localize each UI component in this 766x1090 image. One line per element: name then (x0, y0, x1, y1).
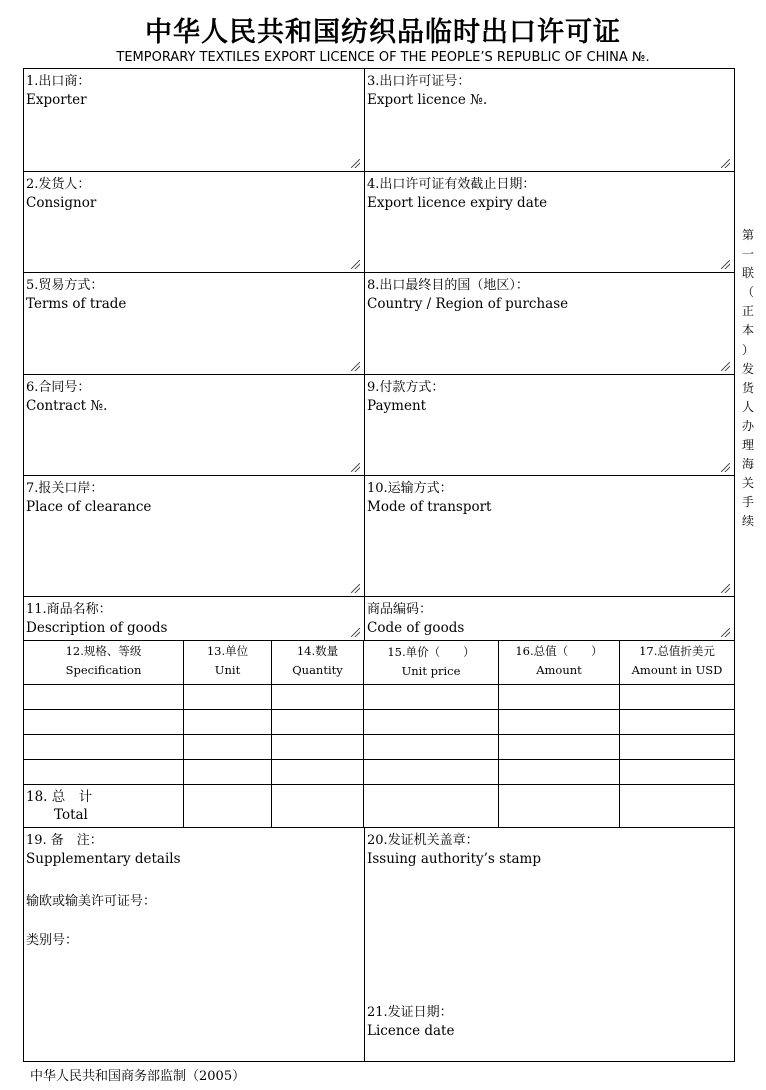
transport-label-en: Mode of transport (367, 499, 492, 515)
payment-label-cn: 9.付款方式： (367, 380, 445, 395)
exporter-label-cn: 1.出口商： (26, 74, 91, 89)
amount-usd-header: 17.总值折美元 Amount in USD (631, 644, 723, 677)
resize-grip-icon[interactable] (351, 159, 360, 168)
unit-price-header: 15.单价（ ） Unit price (387, 645, 475, 678)
eu-us-licence-label: 输欧或输美许可证号： (26, 894, 157, 909)
remarks-label-cn: 19. 备 注： (26, 833, 103, 848)
licence-date-label-cn: 21.发证日期： (367, 1005, 453, 1020)
stamp-label-cn: 20.发证机关盖章： (367, 833, 479, 848)
country-label-en: Country / Region of purchase (367, 296, 569, 312)
resize-grip-icon[interactable] (721, 584, 730, 593)
licence-number-field[interactable] (364, 69, 734, 171)
contract-label-cn: 6.合同号： (26, 380, 91, 395)
expiry-date-field[interactable] (364, 171, 734, 272)
spec-header: 12.规格、等级 Specification (65, 644, 142, 677)
transport-label-cn: 10.运输方式： (367, 481, 453, 496)
resize-grip-icon[interactable] (721, 159, 730, 168)
consignor-label-en: Consignor (26, 195, 97, 211)
terms-label-en: Terms of trade (26, 296, 127, 312)
licence-date-label-en: Licence date (367, 1023, 455, 1039)
copy-side-note: 第 一 联 （ 正 本 ） 发 货 人 办 理 海 关 手 续 (741, 228, 754, 529)
amount-header: 16.总值（ ） Amount (515, 644, 603, 677)
licence-number-label-en: Export licence №. (367, 92, 488, 108)
resize-grip-icon[interactable] (721, 463, 730, 472)
remarks-field[interactable] (24, 827, 364, 1061)
resize-grip-icon[interactable] (351, 463, 360, 472)
total-label: 18. 总 计 Total (26, 789, 93, 823)
country-field[interactable] (364, 272, 734, 374)
expiry-date-label-cn: 4.出口许可证有效截止日期： (367, 177, 536, 192)
expiry-date-label-en: Export licence expiry date (367, 195, 548, 211)
consignor-field[interactable] (24, 171, 364, 272)
quantity-header: 14.数量 Quantity (292, 644, 343, 677)
resize-grip-icon[interactable] (721, 628, 730, 637)
transport-field[interactable] (364, 475, 734, 596)
place-of-clearance-field[interactable] (24, 475, 364, 596)
licence-number-label-cn: 3.出口许可证号： (367, 74, 471, 89)
category-number-label: 类别号： (26, 933, 79, 948)
stamp-field[interactable] (364, 827, 734, 1061)
exporter-label-en: Exporter (26, 92, 87, 108)
contract-label-en: Contract №. (26, 398, 108, 414)
terms-label-cn: 5.贸易方式： (26, 278, 104, 293)
resize-grip-icon[interactable] (351, 584, 360, 593)
resize-grip-icon[interactable] (351, 628, 360, 637)
goods-description-field[interactable] (24, 596, 364, 640)
resize-grip-icon[interactable] (721, 362, 730, 371)
terms-of-trade-field[interactable] (24, 272, 364, 374)
exporter-field[interactable] (24, 69, 364, 171)
unit-header: 13.单位 Unit (206, 644, 249, 677)
clearance-label-cn: 7.报关口岸： (26, 481, 104, 496)
goods-desc-label-cn: 11.商品名称： (26, 602, 112, 617)
licence-form (23, 68, 735, 1062)
stamp-label-en: Issuing authority’s stamp (367, 851, 541, 867)
footer-issuer: 中华人民共和国商务部监制（2005） (30, 1069, 246, 1084)
remarks-label-en: Supplementary details (26, 851, 181, 867)
goods-code-label-cn: 商品编码： (367, 602, 433, 617)
payment-field[interactable] (364, 374, 734, 475)
goods-code-field[interactable] (364, 596, 734, 640)
country-label-cn: 8.出口最终目的国（地区）： (367, 278, 529, 293)
resize-grip-icon[interactable] (351, 362, 360, 371)
document-title: 中华人民共和国纺织品临时出口许可证 (145, 17, 621, 48)
goods-desc-label-en: Description of goods (26, 620, 168, 636)
document-subtitle: TEMPORARY TEXTILES EXPORT LICENCE OF THE PEOPLE’S REPUBLIC OF CHINA №. (116, 50, 650, 65)
goods-table (24, 640, 734, 827)
goods-code-label-en: Code of goods (367, 620, 465, 636)
contract-number-field[interactable] (24, 374, 364, 475)
clearance-label-en: Place of clearance (26, 499, 152, 515)
payment-label-en: Payment (367, 398, 427, 414)
consignor-label-cn: 2.发货人： (26, 177, 91, 192)
resize-grip-icon[interactable] (351, 260, 360, 269)
resize-grip-icon[interactable] (721, 260, 730, 269)
